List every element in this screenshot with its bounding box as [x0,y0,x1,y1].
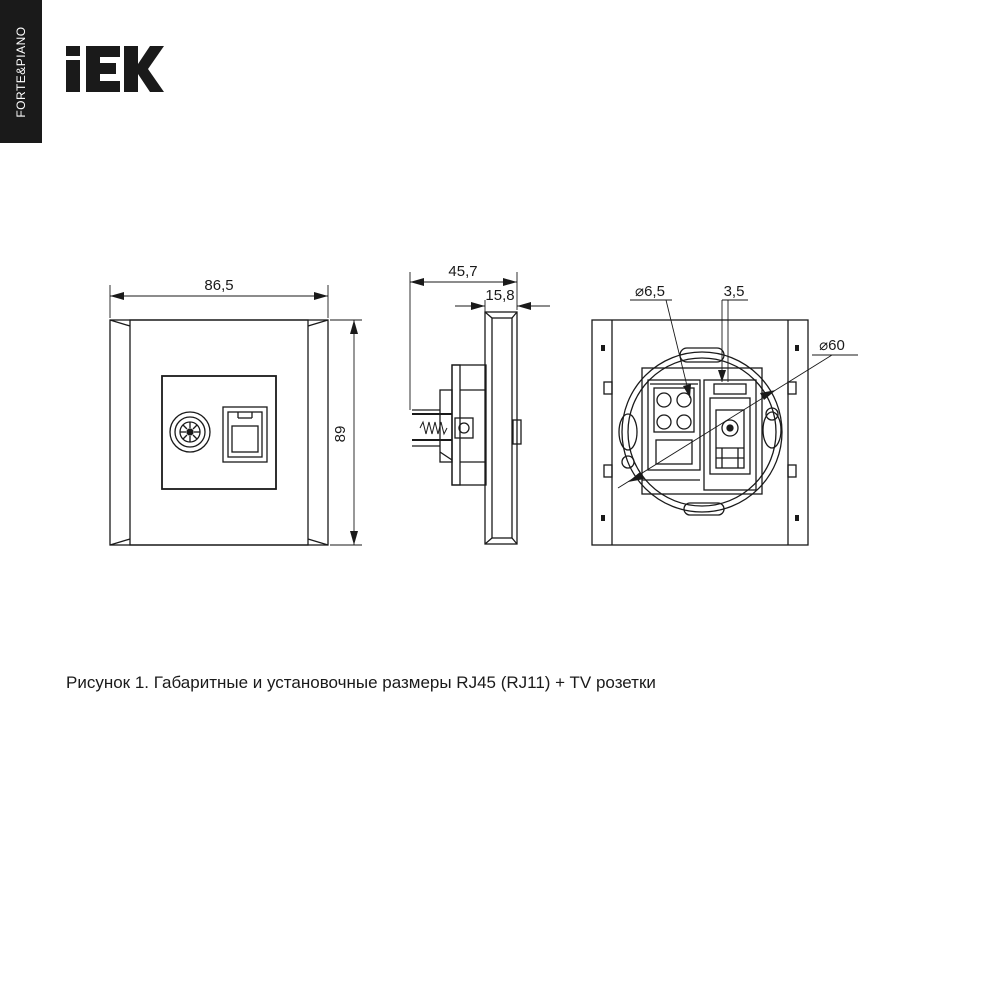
tv-socket-icon [170,412,210,452]
tv-module-icon [710,384,750,474]
dim-front-width: 86,5 [204,277,234,294]
dim-hole-diameter: ⌀6,5 [635,283,665,300]
spring-icon [420,422,447,434]
rj45-terminals-icon [650,384,698,464]
dim-front-height: 89 [332,425,349,443]
side-view [410,272,550,544]
dim-depth-frame: 15,8 [485,287,515,304]
series-label: FORTE&PIANO [14,25,28,118]
rj45-socket-icon [223,407,267,462]
back-view [592,300,858,545]
dim-box-diameter: ⌀60 [819,337,845,354]
dim-depth-total: 45,7 [448,263,478,280]
dim-screw-offset: 3,5 [723,283,745,300]
front-view [110,285,362,545]
figure-caption: Рисунок 1. Габаритные и установочные размеры RJ45 (RJ11) + TV розетки [66,673,656,692]
